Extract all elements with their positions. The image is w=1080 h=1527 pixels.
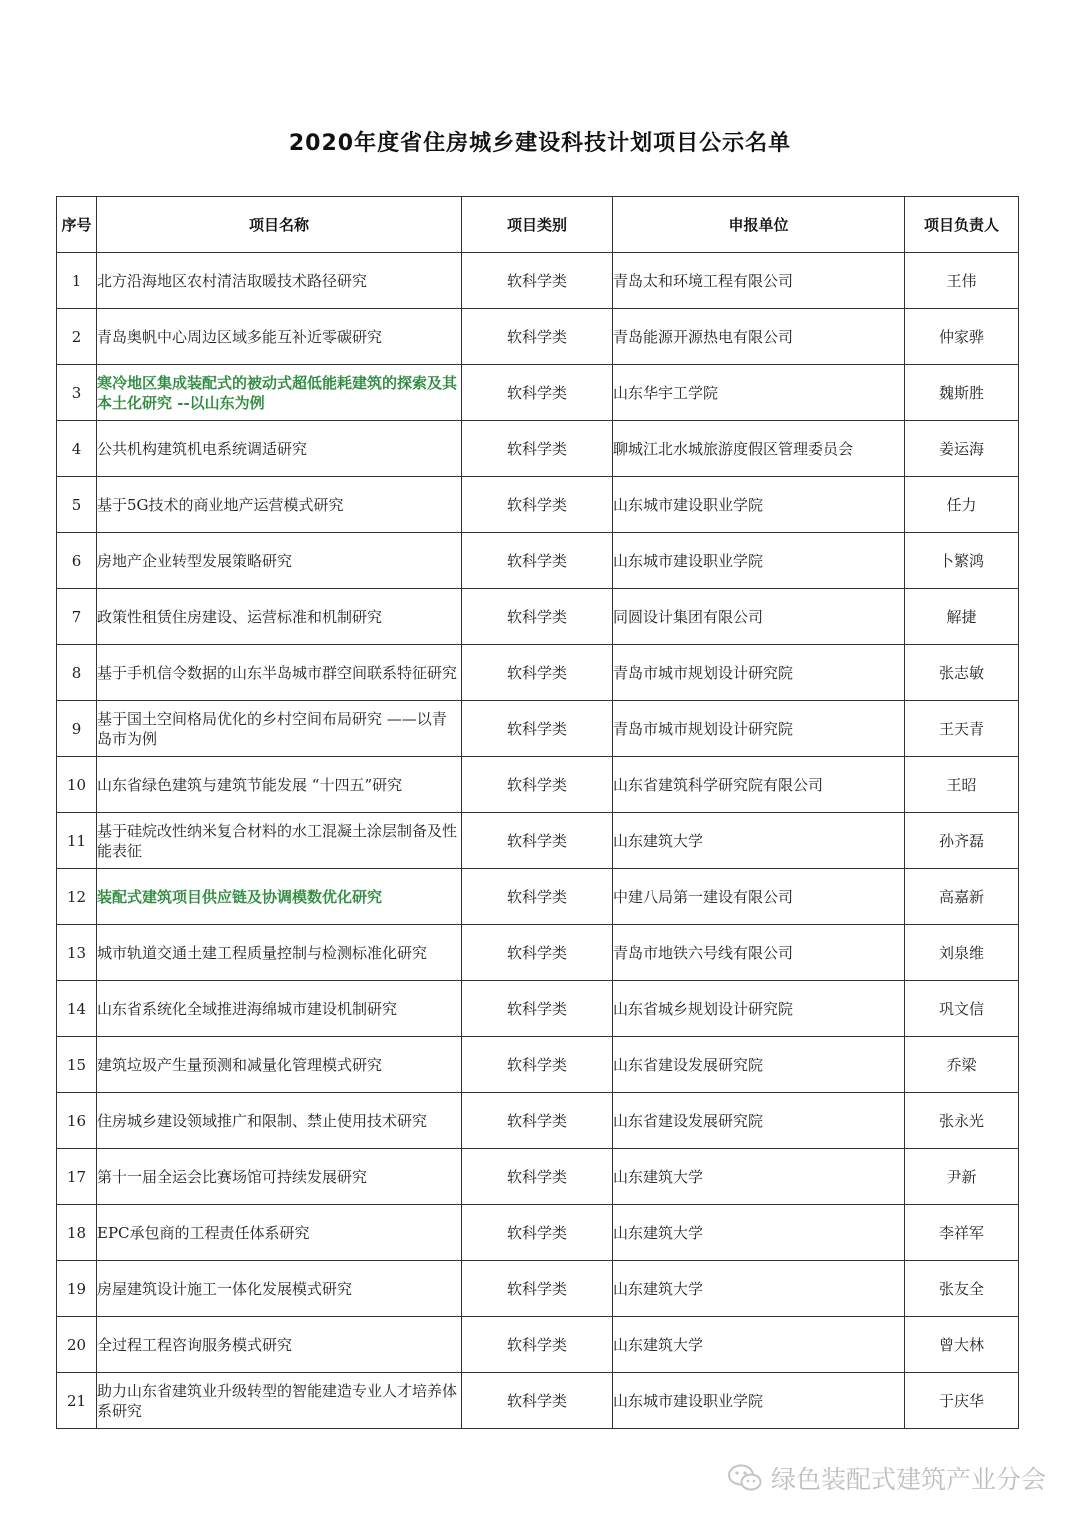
row-leader: 魏斯胜 (905, 365, 1019, 421)
row-category: 软科学类 (462, 757, 613, 813)
row-category: 软科学类 (462, 1037, 613, 1093)
table-body (57, 253, 1019, 1429)
row-category: 软科学类 (462, 1149, 613, 1205)
row-leader: 高嘉新 (905, 869, 1019, 925)
row-project-name: EPC承包商的工程责任体系研究 (97, 1205, 462, 1261)
row-unit: 山东建筑大学 (613, 1149, 905, 1205)
row-category: 软科学类 (462, 1317, 613, 1373)
row-project-name: 政策性租赁住房建设、运营标准和机制研究 (97, 589, 462, 645)
row-seq: 13 (57, 925, 97, 981)
row-category: 软科学类 (462, 1261, 613, 1317)
row-seq: 10 (57, 757, 97, 813)
table-row (57, 645, 1019, 701)
row-seq: 14 (57, 981, 97, 1037)
row-seq: 21 (57, 1373, 97, 1429)
row-project-name: 基于国土空间格局优化的乡村空间布局研究 ——以青岛市为例 (97, 701, 462, 757)
row-unit: 青岛市城市规划设计研究院 (613, 645, 905, 701)
table-row (57, 253, 1019, 309)
row-category: 软科学类 (462, 365, 613, 421)
row-leader: 任力 (905, 477, 1019, 533)
row-leader: 巩文信 (905, 981, 1019, 1037)
row-project-name: 助力山东省建筑业升级转型的智能建造专业人才培养体系研究 (97, 1373, 462, 1429)
row-project-name: 寒冷地区集成装配式的被动式超低能耗建筑的探索及其本土化研究 --以山东为例 (97, 365, 462, 421)
header-seq: 序号 (57, 197, 97, 253)
header-unit: 申报单位 (613, 197, 905, 253)
row-unit: 山东建筑大学 (613, 813, 905, 869)
table-row (57, 1261, 1019, 1317)
project-table (56, 196, 1019, 1429)
row-category: 软科学类 (462, 925, 613, 981)
row-seq: 6 (57, 533, 97, 589)
row-seq: 4 (57, 421, 97, 477)
row-leader: 仲家骅 (905, 309, 1019, 365)
table-row (57, 533, 1019, 589)
row-unit: 山东城市建设职业学院 (613, 477, 905, 533)
table-row (57, 925, 1019, 981)
row-leader: 王天青 (905, 701, 1019, 757)
row-unit: 山东省城乡规划设计研究院 (613, 981, 905, 1037)
row-seq: 3 (57, 365, 97, 421)
row-unit: 山东城市建设职业学院 (613, 533, 905, 589)
table-row (57, 869, 1019, 925)
row-category: 软科学类 (462, 981, 613, 1037)
row-project-name: 公共机构建筑机电系统调适研究 (97, 421, 462, 477)
row-leader: 尹新 (905, 1149, 1019, 1205)
row-leader: 曾大林 (905, 1317, 1019, 1373)
row-project-name: 基于硅烷改性纳米复合材料的水工混凝土涂层制备及性能表征 (97, 813, 462, 869)
row-unit: 青岛市城市规划设计研究院 (613, 701, 905, 757)
row-category: 软科学类 (462, 1373, 613, 1429)
row-project-name: 全过程工程咨询服务模式研究 (97, 1317, 462, 1373)
row-seq: 17 (57, 1149, 97, 1205)
table-row (57, 589, 1019, 645)
row-seq: 19 (57, 1261, 97, 1317)
row-leader: 张永光 (905, 1093, 1019, 1149)
row-unit: 青岛市地铁六号线有限公司 (613, 925, 905, 981)
row-leader: 王昭 (905, 757, 1019, 813)
row-leader: 张友全 (905, 1261, 1019, 1317)
row-unit: 山东省建设发展研究院 (613, 1093, 905, 1149)
row-category: 软科学类 (462, 1205, 613, 1261)
row-leader: 姜运海 (905, 421, 1019, 477)
row-category: 软科学类 (462, 533, 613, 589)
row-unit: 青岛能源开源热电有限公司 (613, 309, 905, 365)
row-seq: 5 (57, 477, 97, 533)
row-project-name: 基于手机信令数据的山东半岛城市群空间联系特征研究 (97, 645, 462, 701)
row-unit: 同圆设计集团有限公司 (613, 589, 905, 645)
row-unit: 山东建筑大学 (613, 1317, 905, 1373)
row-leader: 张志敏 (905, 645, 1019, 701)
table-row (57, 1037, 1019, 1093)
row-project-name: 山东省系统化全域推进海绵城市建设机制研究 (97, 981, 462, 1037)
row-project-name: 山东省绿色建筑与建筑节能发展 “十四五”研究 (97, 757, 462, 813)
row-unit: 山东华宇工学院 (613, 365, 905, 421)
row-category: 软科学类 (462, 1093, 613, 1149)
row-project-name: 装配式建筑项目供应链及协调模数优化研究 (97, 869, 462, 925)
row-leader: 孙齐磊 (905, 813, 1019, 869)
row-seq: 12 (57, 869, 97, 925)
watermark (727, 1462, 1046, 1494)
row-category: 软科学类 (462, 309, 613, 365)
row-leader: 解捷 (905, 589, 1019, 645)
row-category: 软科学类 (462, 589, 613, 645)
table-row (57, 309, 1019, 365)
table-row (57, 1373, 1019, 1429)
row-seq: 7 (57, 589, 97, 645)
row-seq: 18 (57, 1205, 97, 1261)
row-project-name: 第十一届全运会比赛场馆可持续发展研究 (97, 1149, 462, 1205)
row-seq: 8 (57, 645, 97, 701)
row-unit: 聊城江北水城旅游度假区管理委员会 (613, 421, 905, 477)
row-seq: 20 (57, 1317, 97, 1373)
table-row (57, 477, 1019, 533)
row-leader: 卜繁鸿 (905, 533, 1019, 589)
table-row (57, 1093, 1019, 1149)
row-unit: 中建八局第一建设有限公司 (613, 869, 905, 925)
row-project-name: 北方沿海地区农村清洁取暖技术路径研究 (97, 253, 462, 309)
row-leader: 王伟 (905, 253, 1019, 309)
row-category: 软科学类 (462, 421, 613, 477)
table-row (57, 1149, 1019, 1205)
row-project-name: 青岛奥帆中心周边区域多能互补近零碳研究 (97, 309, 462, 365)
row-seq: 1 (57, 253, 97, 309)
row-project-name: 房地产企业转型发展策略研究 (97, 533, 462, 589)
row-leader: 于庆华 (905, 1373, 1019, 1429)
row-seq: 16 (57, 1093, 97, 1149)
row-seq: 2 (57, 309, 97, 365)
table-row (57, 421, 1019, 477)
row-category: 软科学类 (462, 701, 613, 757)
page-title: 2020年度省住房城乡建设科技计划项目公示名单 (288, 131, 792, 156)
table-header-row (57, 197, 1019, 253)
row-seq: 11 (57, 813, 97, 869)
row-leader: 刘泉维 (905, 925, 1019, 981)
table-row (57, 813, 1019, 869)
row-unit: 山东省建筑科学研究院有限公司 (613, 757, 905, 813)
row-category: 软科学类 (462, 253, 613, 309)
row-project-name: 城市轨道交通土建工程质量控制与检测标准化研究 (97, 925, 462, 981)
row-project-name: 建筑垃圾产生量预测和减量化管理模式研究 (97, 1037, 462, 1093)
row-seq: 15 (57, 1037, 97, 1093)
row-project-name: 房屋建筑设计施工一体化发展模式研究 (97, 1261, 462, 1317)
wechat-icon (727, 1463, 763, 1493)
row-unit: 山东建筑大学 (613, 1205, 905, 1261)
table-row (57, 1205, 1019, 1261)
watermark-text: 绿色装配式建筑产业分会 (770, 1465, 1046, 1494)
row-unit: 山东省建设发展研究院 (613, 1037, 905, 1093)
row-seq: 9 (57, 701, 97, 757)
row-unit: 山东建筑大学 (613, 1261, 905, 1317)
header-name: 项目名称 (97, 197, 462, 253)
row-unit: 山东城市建设职业学院 (613, 1373, 905, 1429)
table-row (57, 981, 1019, 1037)
header-leader: 项目负责人 (905, 197, 1019, 253)
row-category: 软科学类 (462, 813, 613, 869)
row-category: 软科学类 (462, 645, 613, 701)
row-leader: 李祥军 (905, 1205, 1019, 1261)
row-unit: 青岛太和环境工程有限公司 (613, 253, 905, 309)
row-category: 软科学类 (462, 869, 613, 925)
table-row (57, 757, 1019, 813)
header-category: 项目类别 (462, 197, 613, 253)
row-project-name: 住房城乡建设领域推广和限制、禁止使用技术研究 (97, 1093, 462, 1149)
table-row (57, 701, 1019, 757)
table-row (57, 365, 1019, 421)
row-project-name: 基于5G技术的商业地产运营模式研究 (97, 477, 462, 533)
row-category: 软科学类 (462, 477, 613, 533)
row-leader: 乔梁 (905, 1037, 1019, 1093)
table-row (57, 1317, 1019, 1373)
